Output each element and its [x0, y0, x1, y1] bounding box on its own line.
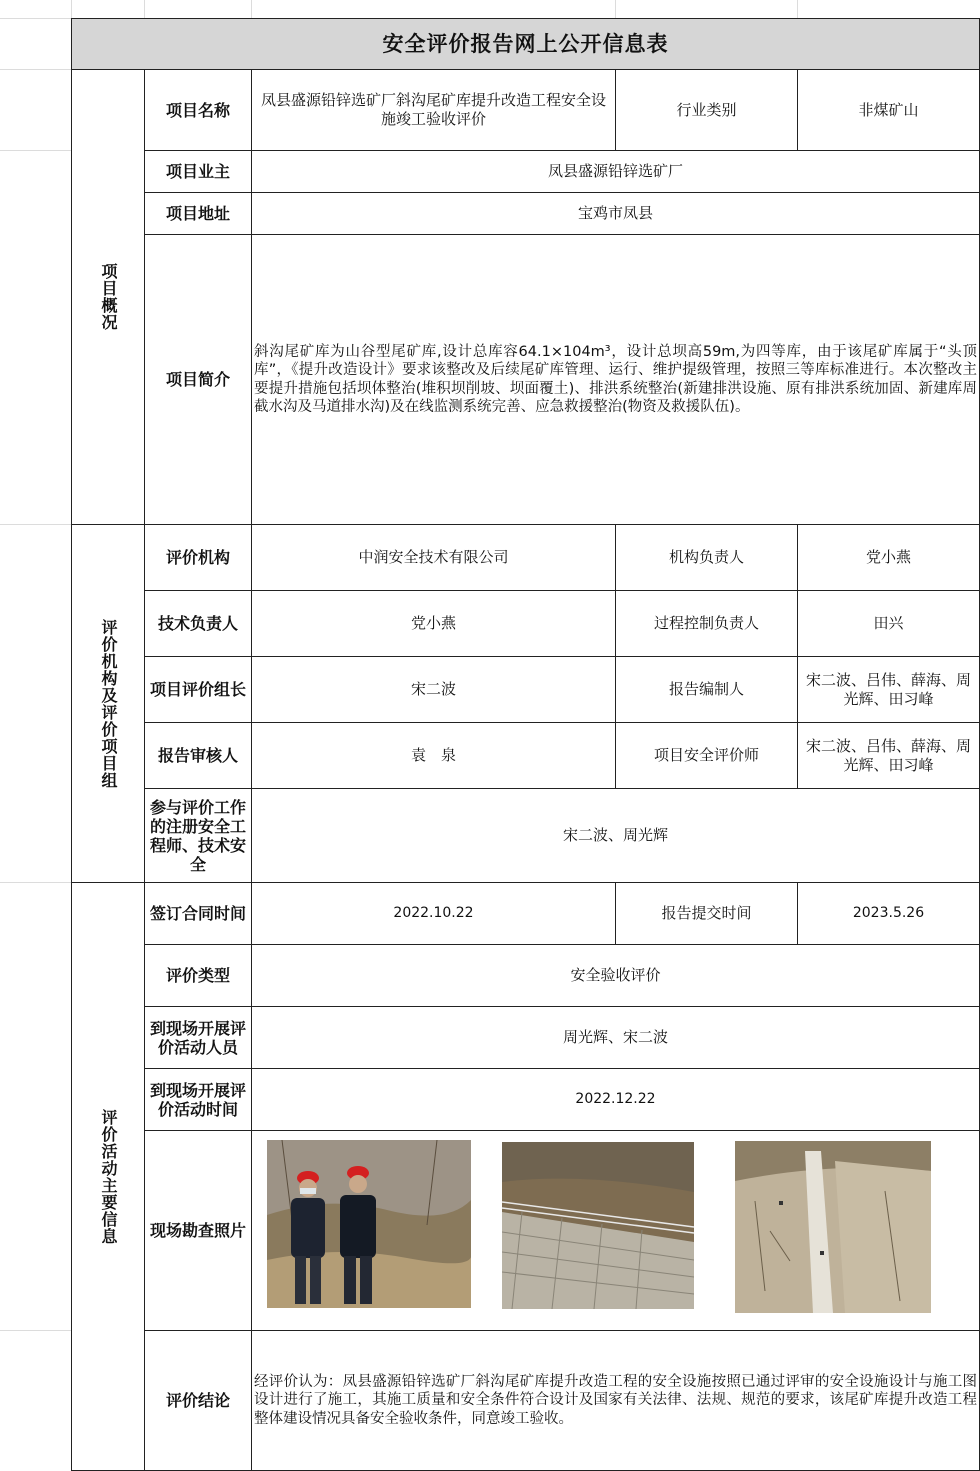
- leader-value: 宋二波: [252, 657, 616, 723]
- address-value: 宝鸡市凤县: [252, 193, 980, 235]
- contract-value: 2022.10.22: [252, 883, 616, 945]
- section-org: 评价机构及评价项目组: [71, 525, 145, 883]
- site-photo-slope: [502, 1142, 694, 1309]
- staff-value: 周光辉、宋二波: [252, 1007, 980, 1069]
- industry-value: 非煤矿山: [798, 70, 980, 151]
- submit-value: 2023.5.26: [798, 883, 980, 945]
- page-title: 安全评价报告网上公开信息表: [71, 18, 980, 70]
- agency-head-value: 党小燕: [798, 525, 980, 591]
- owner-value: 凤县盛源铅锌选矿厂: [252, 151, 980, 193]
- industry-label: 行业类别: [616, 70, 798, 151]
- intro-value: 斜沟尾矿库为山谷型尾矿库,设计总库容64.1×104m³，设计总坝高59m,为四等库，由于该尾矿库属于“头顶库”，《提升改造设计》要求该整改及后续尾矿库管理、运行、维护提级管理，按照三等库标准进行。本次整改主要提升措施包括坝体整治(堆积坝削坡、坝面覆土)、排洪系统整治(新建排洪设施、原有排洪系统加固、新建库周截水沟及马道排水沟)及在线监测系统完善、应急救援整治(物资及救援队伍)。: [252, 235, 980, 525]
- conclusion-value: 经评价认为：凤县盛源铅锌选矿厂斜沟尾矿库提升改造工程的安全设施按照已通过评审的安全设施设计与施工图设计进行了施工，其施工质量和安全条件符合设计及国家有关法律、法规、规范的要求，该尾矿库提升改造工程整体建设情况具备安全验收条件，同意竣工验收。: [252, 1331, 980, 1471]
- intro-label: 项目简介: [145, 235, 252, 525]
- staff-label: 到现场开展评价活动人员: [145, 1007, 252, 1069]
- agency-head-label: 机构负责人: [616, 525, 798, 591]
- reviewer-label: 报告审核人: [145, 723, 252, 789]
- evaluator-label: 项目安全评价师: [616, 723, 798, 789]
- tech-label: 技术负责人: [145, 591, 252, 657]
- section-activity: 评价活动主要信息: [71, 883, 145, 1471]
- editor-value: 宋二波、吕伟、薛海、周光辉、田习峰: [798, 657, 980, 723]
- time-value: 2022.12.22: [252, 1069, 980, 1131]
- project-name-label: 项目名称: [145, 70, 252, 151]
- site-photo-dam: [735, 1141, 931, 1313]
- type-value: 安全验收评价: [252, 945, 980, 1007]
- engineers-value: 宋二波、周光辉: [252, 789, 980, 883]
- process-value: 田兴: [798, 591, 980, 657]
- agency-label: 评价机构: [145, 525, 252, 591]
- conclusion-label: 评价结论: [145, 1331, 252, 1471]
- reviewer-value: 袁 泉: [252, 723, 616, 789]
- type-label: 评价类型: [145, 945, 252, 1007]
- owner-label: 项目业主: [145, 151, 252, 193]
- engineers-label: 参与评价工作的注册安全工程师、技术安全: [145, 789, 252, 883]
- photos-label: 现场勘查照片: [145, 1131, 252, 1331]
- editor-label: 报告编制人: [616, 657, 798, 723]
- process-label: 过程控制负责人: [616, 591, 798, 657]
- section-overview: 项目概况: [71, 70, 145, 525]
- site-photo-workers: [267, 1140, 471, 1308]
- leader-label: 项目评价组长: [145, 657, 252, 723]
- time-label: 到现场开展评价活动时间: [145, 1069, 252, 1131]
- agency-value: 中润安全技术有限公司: [252, 525, 616, 591]
- project-name-value: 凤县盛源铅锌选矿厂斜沟尾矿库提升改造工程安全设施竣工验收评价: [252, 70, 616, 151]
- address-label: 项目地址: [145, 193, 252, 235]
- contract-label: 签订合同时间: [145, 883, 252, 945]
- tech-value: 党小燕: [252, 591, 616, 657]
- evaluator-value: 宋二波、吕伟、薛海、周光辉、田习峰: [798, 723, 980, 789]
- submit-label: 报告提交时间: [616, 883, 798, 945]
